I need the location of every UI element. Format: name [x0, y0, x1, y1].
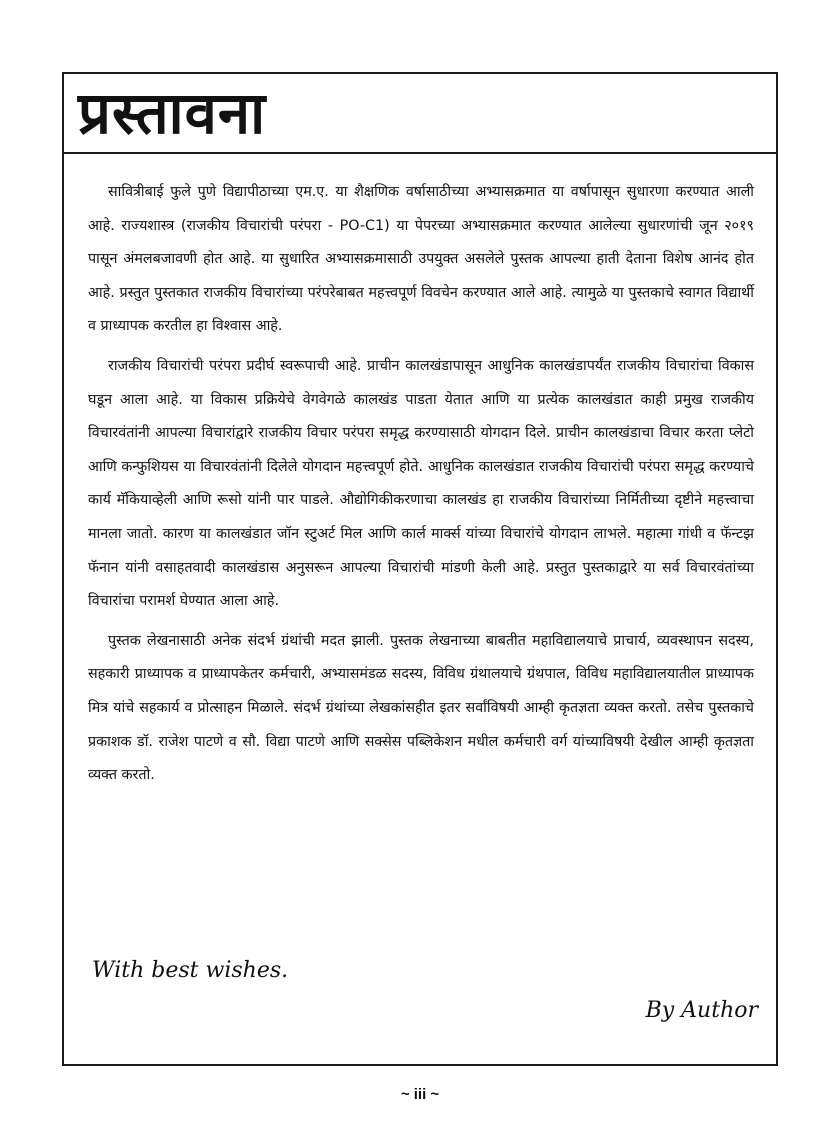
preface-frame	[62, 72, 778, 1066]
preface-body	[64, 154, 776, 793]
title-bar	[64, 74, 776, 154]
paragraph-3: पुस्तक लेखनासाठी अनेक संदर्भ ग्रंथांची मदत झाली. पुस्तक लेखनाच्या बाबतीत महाविद्यालयाचे प्राचार्य, व्यवस्थापन सदस्य, सहकारी प्राध्यापक व प्राध्यापकेतर कर्मचारी, अभ्यासमंडळ सदस्य, विविध ग्रंथालयाचे ग्रंथपाल, विविध महाविद्यालयातील प्राध्यापक मित्र यांचे सहकार्य व प्रोत्साहन मिळाले. संदर्भ ग्रंथांच्या लेखकांसहीत इतर सर्वांविषयी आम्ही कृतज्ञता व्यक्त करतो. तसेच पुस्तकाचे प्रकाशक डॉ. राजेश पाटणे व सौ. विद्या पाटणे आणि सक्सेस पब्लिकेशन मधील कर्मचारी वर्ग यांच्याविषयी देखील आम्ही कृतज्ञता व्यक्त करतो.	[88, 632, 754, 784]
closing-wishes: With best wishes.	[92, 958, 289, 983]
paragraph-2: राजकीय विचारांची परंपरा प्रदीर्घ स्वरूपाची आहे. प्राचीन कालखंडापासून आधुनिक कालखंडापर्यंत राजकीय विचारांचा विकास घडून आला आहे. या विकास प्रक्रियेचे वेगवेगळे कालखंड पाडता येतात आणि या प्रत्येक कालखंडात काही प्रमुख राजकीय विचारवंतांनी आपल्या विचारांद्वारे राजकीय विचार परंपरा समृद्ध करण्यासाठी योगदान दिले. प्राचीन कालखंडाचा विचार करता प्लेटो आणि कन्फुशियस या विचारवंतांनी दिलेले योगदान महत्त्वपूर्ण होते. आधुनिक कालखंडात राजकीय विचारांची परंपरा समृद्ध करण्याचे कार्य मॅकियाव्हेली आणि रूसो यांनी पार पाडले. औद्योगिकीकरणाचा कालखंड हा राजकीय विचारांच्या निर्मितीच्या दृष्टीने महत्त्वाचा मानला जातो. कारण या कालखंडात जॉन स्टुअर्ट मिल आणि कार्ल मार्क्स यांच्या विचारांचे योगदान लाभले. महात्मा गांधी व फॅन्टझ फॅनान यांनी वसाहतवादी कालखंडास अनुसरून आपल्या विचारांची मांडणी केली आहे. प्रस्तुत पुस्तकाद्वारे या सर्व विचारवंतांच्या विचारांचा परामर्श घेण्यात आला आहे.	[88, 357, 754, 610]
page-title: प्रस्तावना	[78, 79, 267, 147]
author-signature: By Author	[645, 998, 758, 1023]
paragraph-1: सावित्रीबाई फुले पुणे विद्यापीठाच्या एम.ए. या शैक्षणिक वर्षासाठीच्या अभ्यासक्रमात या वर्षापासून सुधारणा करण्यात आली आहे. राज्यशास्त्र (राजकीय विचारांची परंपरा - PO-C1) या पेपरच्या अभ्यासक्रमात करण्यात आलेल्या सुधारणांची जून २०१९ पासून अंमलबजावणी होत आहे. या सुधारित अभ्यासक्रमासाठी उपयुक्त असलेले पुस्तक आपल्या हाती देताना विशेष आनंद होत आहे. प्रस्तुत पुस्तकात राजकीय विचारांच्या परंपरेबाबत महत्त्वपूर्ण विवचेन करण्यात आले आहे. त्यामुळे या पुस्तकाचे स्वागत विद्यार्थी व प्राध्यापक करतील हा विश्वास आहे.	[88, 184, 754, 335]
page-number: ~ iii ~	[400, 1086, 440, 1103]
